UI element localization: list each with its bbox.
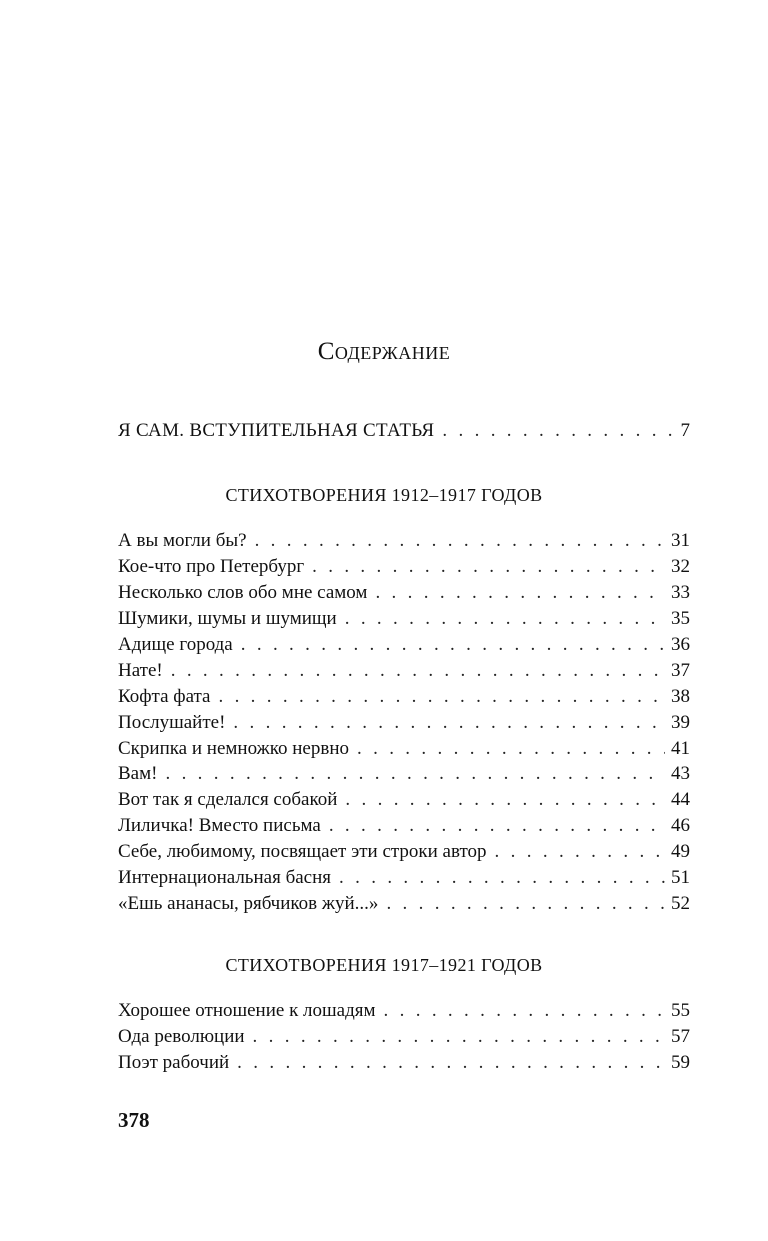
section-heading-1917-1921: СТИХОТВОРЕНИЯ 1917–1921 ГОДОВ [225, 955, 543, 975]
toc-leader-dots [442, 419, 674, 443]
toc-entry-page: 38 [671, 686, 690, 707]
toc-entry-label: Хорошее отношение к лошадям [118, 1000, 376, 1021]
toc-entry[interactable] [118, 1025, 690, 1049]
toc-entry-page: 35 [671, 608, 690, 629]
toc-entry-page: 52 [671, 893, 690, 914]
toc-entry[interactable] [118, 1051, 690, 1075]
toc-entry-label: «Ешь ананасы, рябчиков жуй...» [118, 893, 379, 914]
toc-entry-label: Скрипка и немножко нервно [118, 738, 349, 759]
toc-entry-page: 33 [671, 582, 690, 603]
toc-leader-dots [218, 685, 665, 709]
toc-leader-dots [375, 581, 665, 605]
toc-entry[interactable] [118, 999, 690, 1023]
toc-entry[interactable] [118, 711, 690, 735]
toc-entry-page: 37 [671, 660, 690, 681]
toc-leader-dots [165, 762, 665, 786]
toc-entry-label: Шумики, шумы и шумищи [118, 608, 337, 629]
toc-entry-page: 44 [671, 789, 690, 810]
toc-entry-label: Вот так я сделался собакой [118, 789, 338, 810]
toc-leader-dots [345, 788, 665, 812]
toc-entry-intro[interactable] [118, 419, 690, 443]
toc-entry-label: Адище города [118, 634, 233, 655]
toc-entry[interactable] [118, 607, 690, 631]
toc-entry-page: 59 [671, 1052, 690, 1073]
toc-leader-dots [357, 737, 665, 761]
toc-leader-dots [171, 659, 665, 683]
toc-entry-label: Вам! [118, 763, 158, 784]
toc-entry[interactable] [118, 892, 690, 916]
toc-entry[interactable] [118, 555, 690, 579]
toc-leader-dots [345, 607, 665, 631]
toc-entry-label: Ода революции [118, 1026, 245, 1047]
toc-entry-label: Несколько слов обо мне самом [118, 582, 368, 603]
toc-entry-page: 39 [671, 712, 690, 733]
toc-entry-page: 41 [671, 738, 690, 759]
toc-entry[interactable] [118, 814, 690, 838]
toc-entry-label: Я САМ. ВСТУПИТЕЛЬНАЯ СТАТЬЯ [118, 420, 435, 441]
section-heading-1912-1917: СТИХОТВОРЕНИЯ 1912–1917 ГОДОВ [225, 485, 543, 505]
toc-entry-page: 36 [671, 634, 690, 655]
toc-entry[interactable] [118, 633, 690, 657]
toc-leader-dots [253, 1025, 665, 1049]
page-title: Содержание [317, 338, 451, 365]
toc-entry[interactable] [118, 581, 690, 605]
toc-entry-page: 43 [671, 763, 690, 784]
toc-entry[interactable] [118, 840, 690, 864]
toc-leader-dots [241, 633, 665, 657]
toc-leader-dots [237, 1051, 665, 1075]
toc-entry-label: Послушайте! [118, 712, 226, 733]
toc-entry[interactable] [118, 866, 690, 890]
page-number: 378 [118, 1108, 150, 1132]
toc-entry-page: 51 [671, 867, 690, 888]
toc-entry-page: 49 [671, 841, 690, 862]
toc-entry-page: 32 [671, 556, 690, 577]
toc-leader-dots [386, 892, 665, 916]
toc-entry[interactable] [118, 788, 690, 812]
toc-leader-dots [312, 555, 665, 579]
toc-entry-page: 57 [671, 1026, 690, 1047]
toc-leader-dots [329, 814, 665, 838]
toc-entry-label: Кофта фата [118, 686, 211, 707]
toc-entry-label: Поэт рабочий [118, 1052, 230, 1073]
toc-entry[interactable] [118, 737, 690, 761]
toc-entry-label: Интернациональная басня [118, 867, 332, 888]
toc-entry[interactable] [118, 659, 690, 683]
toc-entry-label: Кое-что про Петербург [118, 556, 305, 577]
toc-leader-dots [255, 529, 665, 553]
toc-entry-page: 7 [680, 420, 690, 441]
toc-entry-page: 46 [671, 815, 690, 836]
toc-entry[interactable] [118, 685, 690, 709]
toc-entry[interactable] [118, 762, 690, 786]
toc-entry-label: Себе, любимому, посвящает эти строки автор [118, 841, 487, 862]
toc-entry-label: Нате! [118, 660, 163, 681]
toc-entry-page: 55 [671, 1000, 690, 1021]
toc-leader-dots [384, 999, 665, 1023]
toc-leader-dots [339, 866, 665, 890]
toc-entry-label: А вы могли бы? [118, 530, 247, 551]
toc-leader-dots [233, 711, 665, 735]
toc-entry-page: 31 [671, 530, 690, 551]
toc-leader-dots [495, 840, 665, 864]
toc-entry[interactable] [118, 529, 690, 553]
toc-entry-label: Лиличка! Вместо письма [118, 815, 321, 836]
